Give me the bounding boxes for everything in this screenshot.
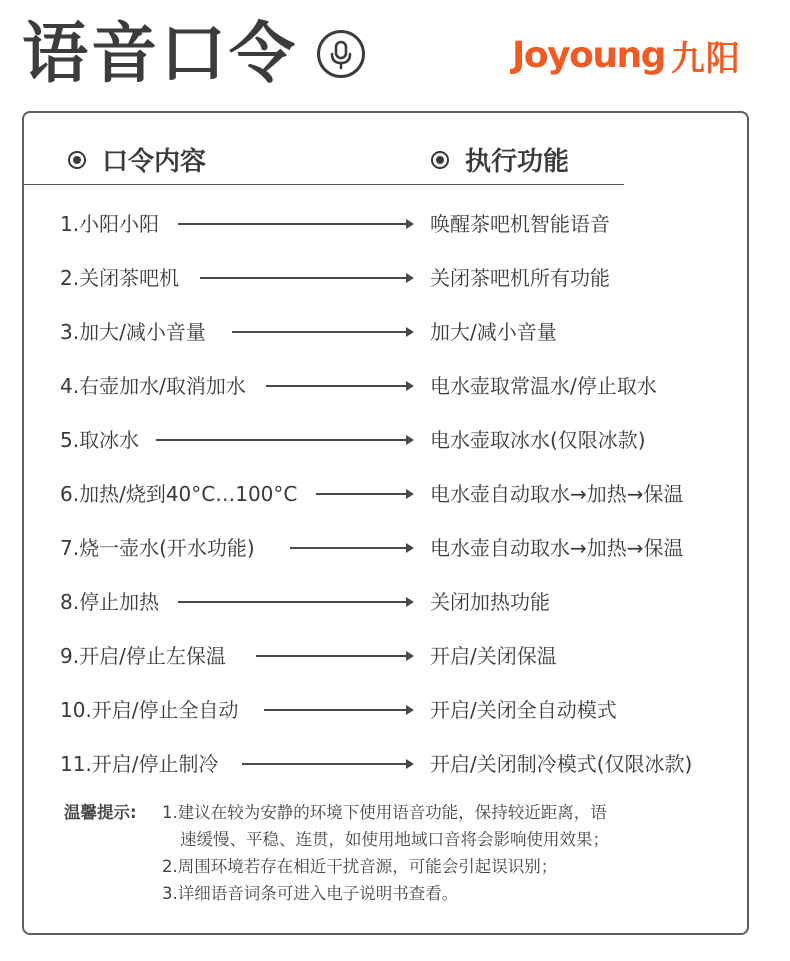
tip-line: 3.详细语音词条可进入电子说明书查看。 [162,884,459,903]
command-column-label: 口令内容 [102,147,207,177]
brand-name-en: Joyoung [512,34,665,76]
function-text: 唤醒茶吧机智能语音 [430,212,610,236]
arrow-right-icon [316,493,412,495]
command-row [60,531,740,565]
function-column-label: 执行功能 [465,147,570,177]
page-title: 语音口令 [22,15,298,92]
function-column-header [431,141,569,178]
arrow-right-icon [178,223,412,225]
command-row [60,747,740,781]
command-text: 11.开启/停止制冷 [60,752,219,776]
tip-line: 速缓慢、平稳、连贯，如使用地域口音将会影响使用效果； [180,830,609,849]
header-divider [24,184,624,185]
tip-line: 1.建议在较为安静的环境下使用语音功能，保持较近距离，语 [162,803,607,822]
command-row [60,369,740,403]
function-text: 加大/减小音量 [430,320,557,344]
command-row [60,693,740,727]
function-text: 电水壶取常温水/停止取水 [430,374,657,398]
voice-command-panel [22,111,749,935]
command-text: 6.加热/烧到40°C…100°C [60,482,298,506]
command-row [60,423,740,457]
function-text: 电水壶取冰水(仅限冰款) [430,428,646,452]
arrow-right-icon [242,763,412,765]
function-text: 电水壶自动取水→加热→保温 [430,482,684,506]
tip-line: 2.周围环境若存在相近干扰音源，可能会引起误识别； [162,857,558,876]
function-text: 开启/关闭制冷模式(仅限冰款) [430,752,693,776]
function-text: 关闭加热功能 [430,590,550,614]
brand-logo [512,30,741,80]
arrow-right-icon [266,385,412,387]
command-row [60,585,740,619]
arrow-right-icon [264,709,412,711]
command-text: 2.关闭茶吧机 [60,266,180,290]
command-text: 7.烧一壶水(开水功能) [60,536,255,560]
arrow-right-icon [290,547,412,549]
microphone-icon [317,30,365,78]
function-text: 开启/关闭保温 [430,644,557,668]
command-text: 5.取冰水 [60,428,140,452]
command-text: 8.停止加热 [60,590,160,614]
command-text: 4.右壶加水/取消加水 [60,374,246,398]
arrow-right-icon [232,331,412,333]
command-row [60,477,740,511]
radio-bullet-icon [68,151,86,169]
command-row [60,207,740,241]
tips-title: 温馨提示: [64,803,137,822]
command-row [60,315,740,349]
function-text: 开启/关闭全自动模式 [430,698,617,722]
function-text: 关闭茶吧机所有功能 [430,266,610,290]
command-text: 3.加大/减小音量 [60,320,206,344]
command-text: 10.开启/停止全自动 [60,698,239,722]
arrow-right-icon [156,439,412,441]
command-column-header [68,141,206,178]
brand-name-cn: 九阳 [670,38,741,79]
command-text: 9.开启/停止左保温 [60,644,226,668]
arrow-right-icon [178,601,412,603]
command-text: 1.小阳小阳 [60,212,160,236]
command-row [60,261,740,295]
radio-bullet-icon [431,151,449,169]
function-text: 电水壶自动取水→加热→保温 [430,536,684,560]
arrow-right-icon [256,655,412,657]
arrow-right-icon [200,277,412,279]
command-row [60,639,740,673]
